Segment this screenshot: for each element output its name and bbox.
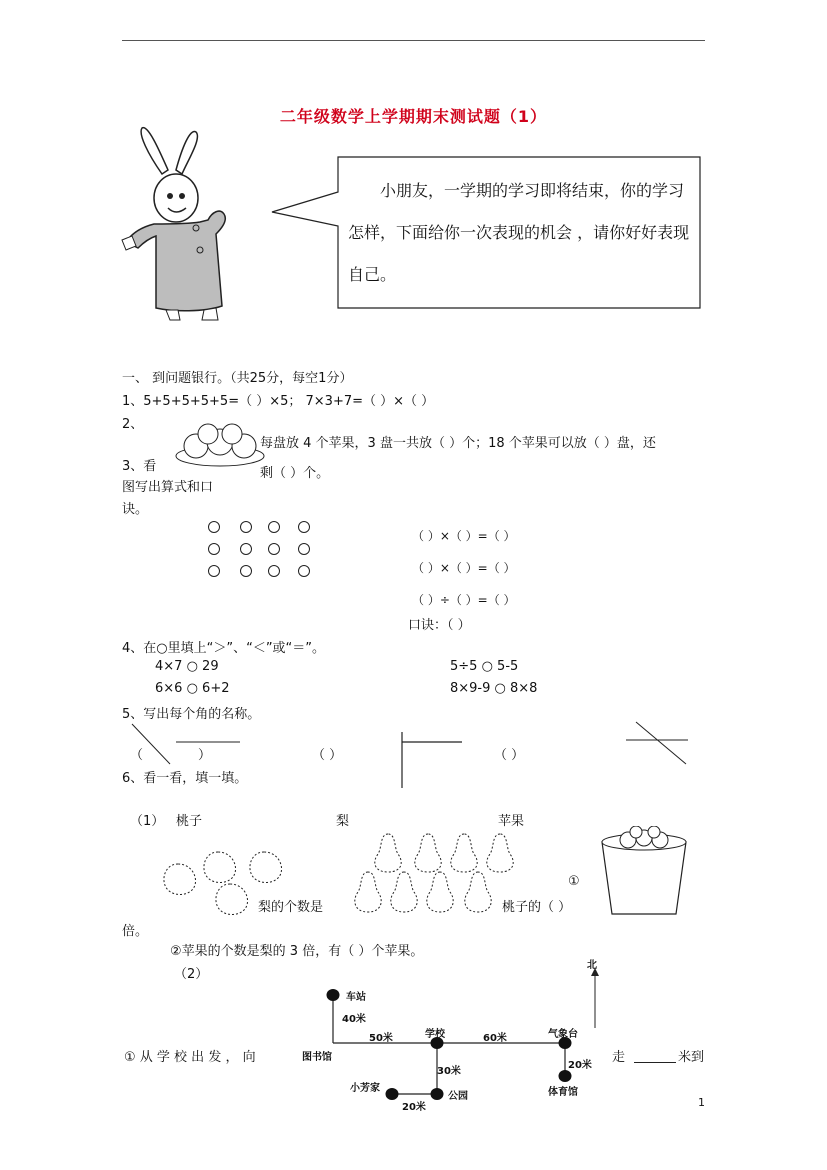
map-weather-station: 气象台 <box>548 1029 578 1040</box>
circle-one-marker: ① <box>568 874 580 889</box>
grid-circle <box>240 565 252 577</box>
page-number: 1 <box>698 1096 705 1109</box>
map-distance-20-south: 20米 <box>402 1102 426 1113</box>
koujue-line: 口诀：（ ） <box>408 618 471 633</box>
angle-2-blank: （ ） <box>312 748 343 763</box>
question-3-text: 图写出算式和口 <box>122 480 214 495</box>
map-question-walk: 走 <box>612 1050 626 1065</box>
compare-4: 8×9-9 ○ 8×8 <box>450 681 538 696</box>
compare-1: 4×7 ○ 29 <box>155 659 219 674</box>
map-gym: 体育馆 <box>548 1087 578 1098</box>
compare-3: 6×6 ○ 6+2 <box>155 681 230 696</box>
map-school: 学校 <box>425 1029 445 1040</box>
question-5: 5、写出每个角的名称。 <box>122 707 261 722</box>
question-2-label: 2、 <box>122 417 144 432</box>
question-3-text-cont: 诀。 <box>122 502 149 517</box>
compare-2: 5÷5 ○ 5-5 <box>450 659 519 674</box>
grid-circle <box>240 521 252 533</box>
section-1-heading: 一、 到问题银行。（共25分，每空1分） <box>122 371 353 386</box>
angle-1-paren-left: （ <box>130 748 144 763</box>
times-suffix: 倍。 <box>122 924 149 939</box>
equation-3: （ ）÷（ ）=（ ） <box>412 593 516 607</box>
apple-label: 苹果 <box>498 814 525 829</box>
map-library: 图书馆 <box>302 1052 332 1063</box>
map-answer-blank <box>634 1062 676 1063</box>
peach-label: 桃子 <box>176 814 203 829</box>
grid-circle <box>298 565 310 577</box>
map-xiaofang-home: 小芳家 <box>350 1083 380 1094</box>
grid-circle <box>268 543 280 555</box>
question-2-text-cont: 剩（ ）个。 <box>260 466 330 481</box>
pear-label: 梨 <box>336 814 350 829</box>
equation-2: （ ）×（ ）=（ ） <box>412 561 516 575</box>
question-4: 4、在○里填上“＞”、“＜”或“＝”。 <box>122 641 326 656</box>
angle-3-blank: （ ） <box>494 748 525 763</box>
grid-circle <box>268 565 280 577</box>
apple-bucket-illustration <box>598 826 690 918</box>
grid-circle <box>208 565 220 577</box>
grid-circle <box>298 521 310 533</box>
peach-times-text: 桃子的（ ） <box>502 900 572 915</box>
pears-illustration <box>348 830 520 922</box>
equation-1: （ ）×（ ）=（ ） <box>412 529 516 543</box>
question-6-sub-2: ②苹果的个数是梨的 3 倍，有（ ）个苹果。 <box>170 944 424 959</box>
map-distance-20-east: 20米 <box>568 1060 592 1071</box>
grid-circle <box>240 543 252 555</box>
question-2-text: 每盘放 4 个苹果，3 盘一共放（ ）个；18 个苹果可以放（ ）盘，还 <box>260 436 656 451</box>
header-rule <box>122 40 705 41</box>
angle-1-paren-right: ） <box>198 748 212 763</box>
question-6: 6、看一看，填一填。 <box>122 771 248 786</box>
apple-plate-illustration <box>174 416 266 470</box>
grid-circle <box>268 521 280 533</box>
map-distance-60: 60米 <box>483 1033 507 1044</box>
map-question: ① 从 学 校 出 发 ， 向 <box>124 1050 256 1065</box>
page-title: 二年级数学上学期期末测试题（1） <box>279 107 548 126</box>
question-1: 1、5+5+5+5+5=（ ）×5； 7×3+7=（ ）×（ ） <box>122 394 435 409</box>
rabbit-illustration <box>118 124 234 324</box>
grid-circle <box>208 543 220 555</box>
question-6-part-1: （1） <box>130 814 165 829</box>
question-3-label: 3、看 <box>122 459 157 474</box>
map-park: 公园 <box>448 1091 468 1102</box>
map-station: 车站 <box>346 992 366 1003</box>
intro-text: 小朋友，一学期的学习即将结束，你的学习怎样，下面给你一次表现的机会 ，请你好好表现自己。 <box>348 181 690 284</box>
map-distance-40: 40米 <box>342 1014 366 1025</box>
grid-circle <box>298 543 310 555</box>
north-label: 北 <box>587 960 597 971</box>
map-question-tail: 米到 <box>678 1050 705 1065</box>
map-distance-50: 50米 <box>369 1033 393 1044</box>
pear-count-text: 梨的个数是 <box>258 900 324 915</box>
question-6-part-2: （2） <box>174 967 209 982</box>
map-distance-30: 30米 <box>437 1066 461 1077</box>
grid-circle <box>208 521 220 533</box>
